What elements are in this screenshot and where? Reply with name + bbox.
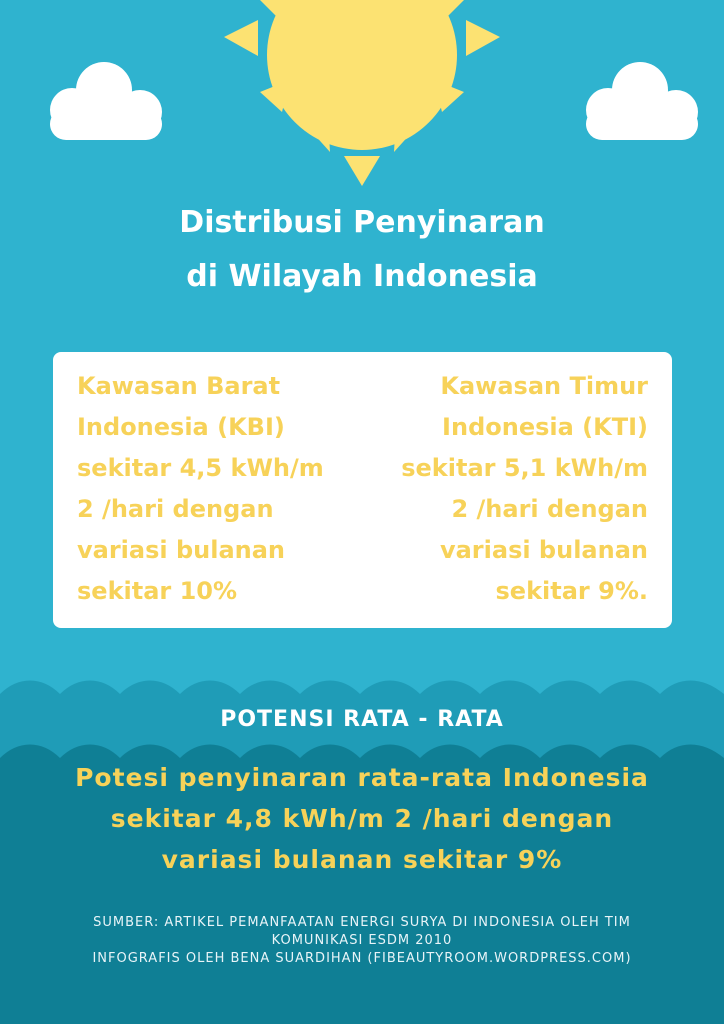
cloud-icon	[40, 58, 166, 144]
kti-line: 2 /hari dengan	[451, 495, 648, 523]
sun-icon	[220, 0, 504, 194]
potensi-line: sekitar 4,8 kWh/m 2 /hari dengan	[110, 804, 614, 833]
kbi-line: 2 /hari dengan	[77, 495, 274, 523]
kbi-line: sekitar 4,5 kWh/m	[77, 454, 324, 482]
kti-line: sekitar 5,1 kWh/m	[401, 454, 648, 482]
info-card	[53, 352, 672, 628]
source-credits	[0, 914, 724, 968]
title-line-2: di Wilayah Indonesia	[186, 259, 538, 294]
potensi-description	[0, 757, 724, 880]
kti-line: Indonesia (KTI)	[442, 413, 648, 441]
title-line-1: Distribusi Penyinaran	[179, 205, 545, 240]
source-line: KOMUNIKASI ESDM 2010	[271, 933, 453, 948]
kbi-column	[77, 366, 324, 612]
kbi-line: Kawasan Barat	[77, 372, 281, 400]
source-line: INFOGRAFIS OLEH BENA SUARDIHAN (FIBEAUTYROOM.WORDPRESS.COM)	[92, 951, 632, 966]
kbi-line: Indonesia (KBI)	[77, 413, 285, 441]
potensi-line: Potesi penyinaran rata-rata Indonesia	[75, 763, 649, 792]
potensi-line: variasi bulanan sekitar 9%	[161, 845, 563, 874]
kti-line: Kawasan Timur	[440, 372, 648, 400]
potensi-heading: POTENSI RATA - RATA	[220, 707, 504, 732]
kbi-line: sekitar 10%	[77, 577, 238, 605]
kbi-line: variasi bulanan	[77, 536, 286, 564]
page-title	[0, 196, 724, 304]
kti-column	[401, 366, 648, 612]
kti-line: variasi bulanan	[439, 536, 648, 564]
kti-line: sekitar 9%.	[495, 577, 648, 605]
cloud-icon	[576, 58, 702, 144]
source-line: SUMBER: ARTIKEL PEMANFAATAN ENERGI SURYA DI INDONESIA OLEH TIM	[93, 915, 631, 930]
